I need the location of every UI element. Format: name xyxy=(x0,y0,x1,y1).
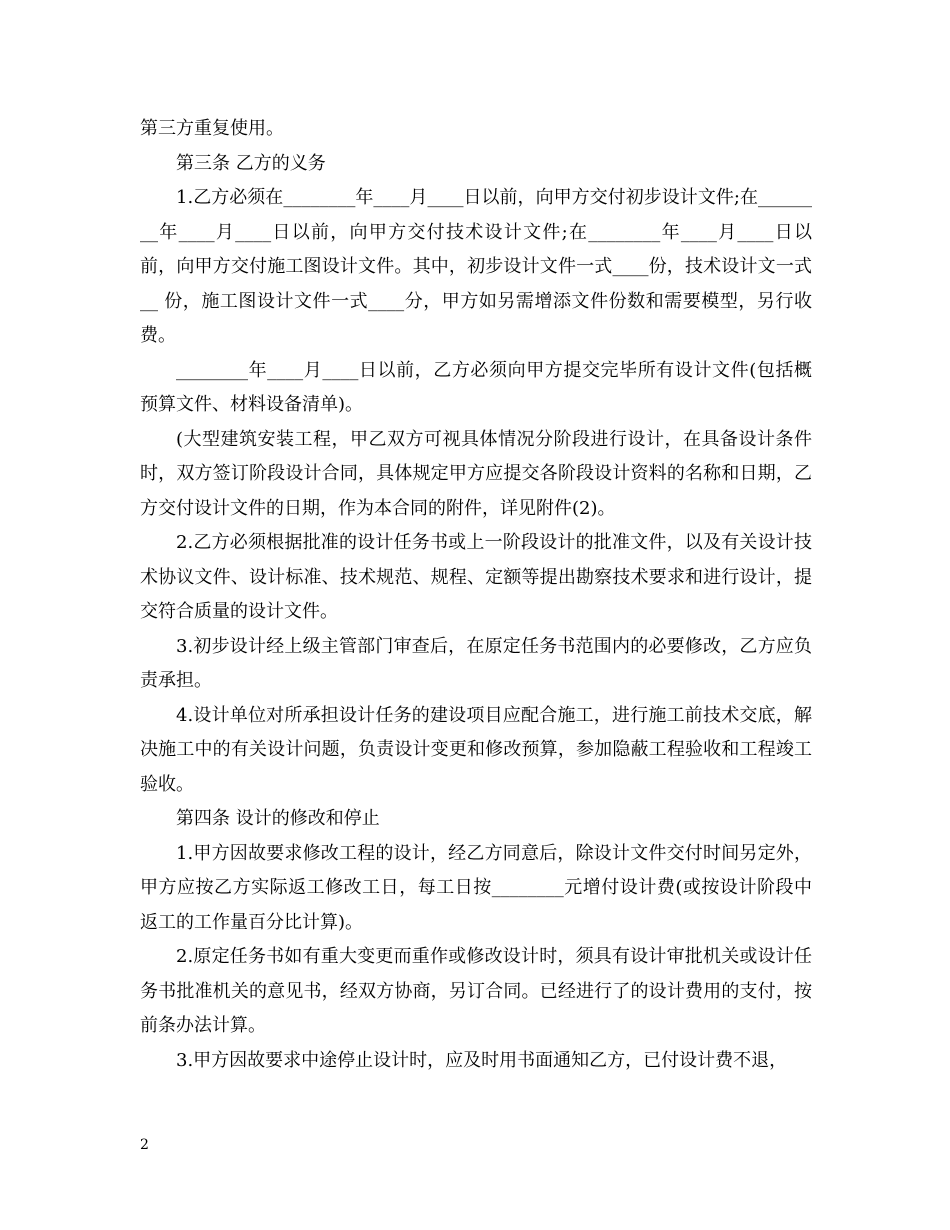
paragraph-article-3-item-3: 3.初步设计经上级主管部门审查后，在原定任务书范围内的必要修改，乙方应负责承担。 xyxy=(140,635,812,691)
paragraph-article-3-item-1: 1.乙方必须在________年____月____日以前，向甲方交付初步设计文件;在________年____月____日以前，向甲方交付技术设计文件;在________年____月____日以前，向甲方交付施工图设计文件。其中，初步设计文件一式____份，技术设计文一式__ 份，施工图设计文件一式____分，甲方如另需增添文件份数和需要模型，另行收费。 xyxy=(140,187,812,346)
document-body xyxy=(140,112,812,1078)
paragraph-article-4-item-1: 1.甲方因故要求修改工程的设计，经乙方同意后，除设计文件交付时间另定外，甲方应按乙方实际返工修改工日，每工日按________元增付设计费(或按设计阶段中返工的工作量百分比计算)。 xyxy=(140,842,812,933)
paragraph-continuation: 第三方重复使用。 xyxy=(140,118,284,139)
paragraph-article-3-item-4: 4.设计单位对所承担设计任务的建设项目应配合施工，进行施工前技术交底，解决施工中的有关设计问题，负责设计变更和修改预算，参加隐蔽工程验收和工程竣工验收。 xyxy=(140,704,812,795)
page-number: 2 xyxy=(140,1137,149,1153)
paragraph-article-3-item-2: 2.乙方必须根据批准的设计任务书或上一阶段设计的批准文件，以及有关设计技术协议文件、设计标准、技术规范、规程、定额等提出勘察技术要求和进行设计，提交符合质量的设计文件。 xyxy=(140,532,812,622)
paragraph-article-4-item-2: 2.原定任务书如有重大变更而重作或修改设计时，须具有设计审批机关或设计任务书批准机关的意见书，经双方协商，另订合同。已经进行了的设计费用的支付，按前条办法计算。 xyxy=(140,946,812,1036)
paragraph-article-4-item-3: 3.甲方因故要求中途停止设计时，应及时用书面通知乙方，已付设计费不退， xyxy=(176,1049,788,1071)
section-heading-article-3: 第三条 乙方的义务 xyxy=(176,152,326,174)
paragraph-article-3-deadline: ________年____月____日以前，乙方必须向甲方提交完毕所有设计文件(包括概预算文件、材料设备清单)。 xyxy=(140,359,812,415)
section-heading-article-4: 第四条 设计的修改和停止 xyxy=(176,808,380,829)
paragraph-article-3-note: (大型建筑安装工程，甲乙双方可视具体情况分阶段进行设计，在具备设计条件时，双方签订阶段设计合同，具体规定甲方应提交各阶段设计资料的名称和日期，乙方交付设计文件的日期，作为本合同的附件，详见附件(2)。 xyxy=(140,428,812,519)
